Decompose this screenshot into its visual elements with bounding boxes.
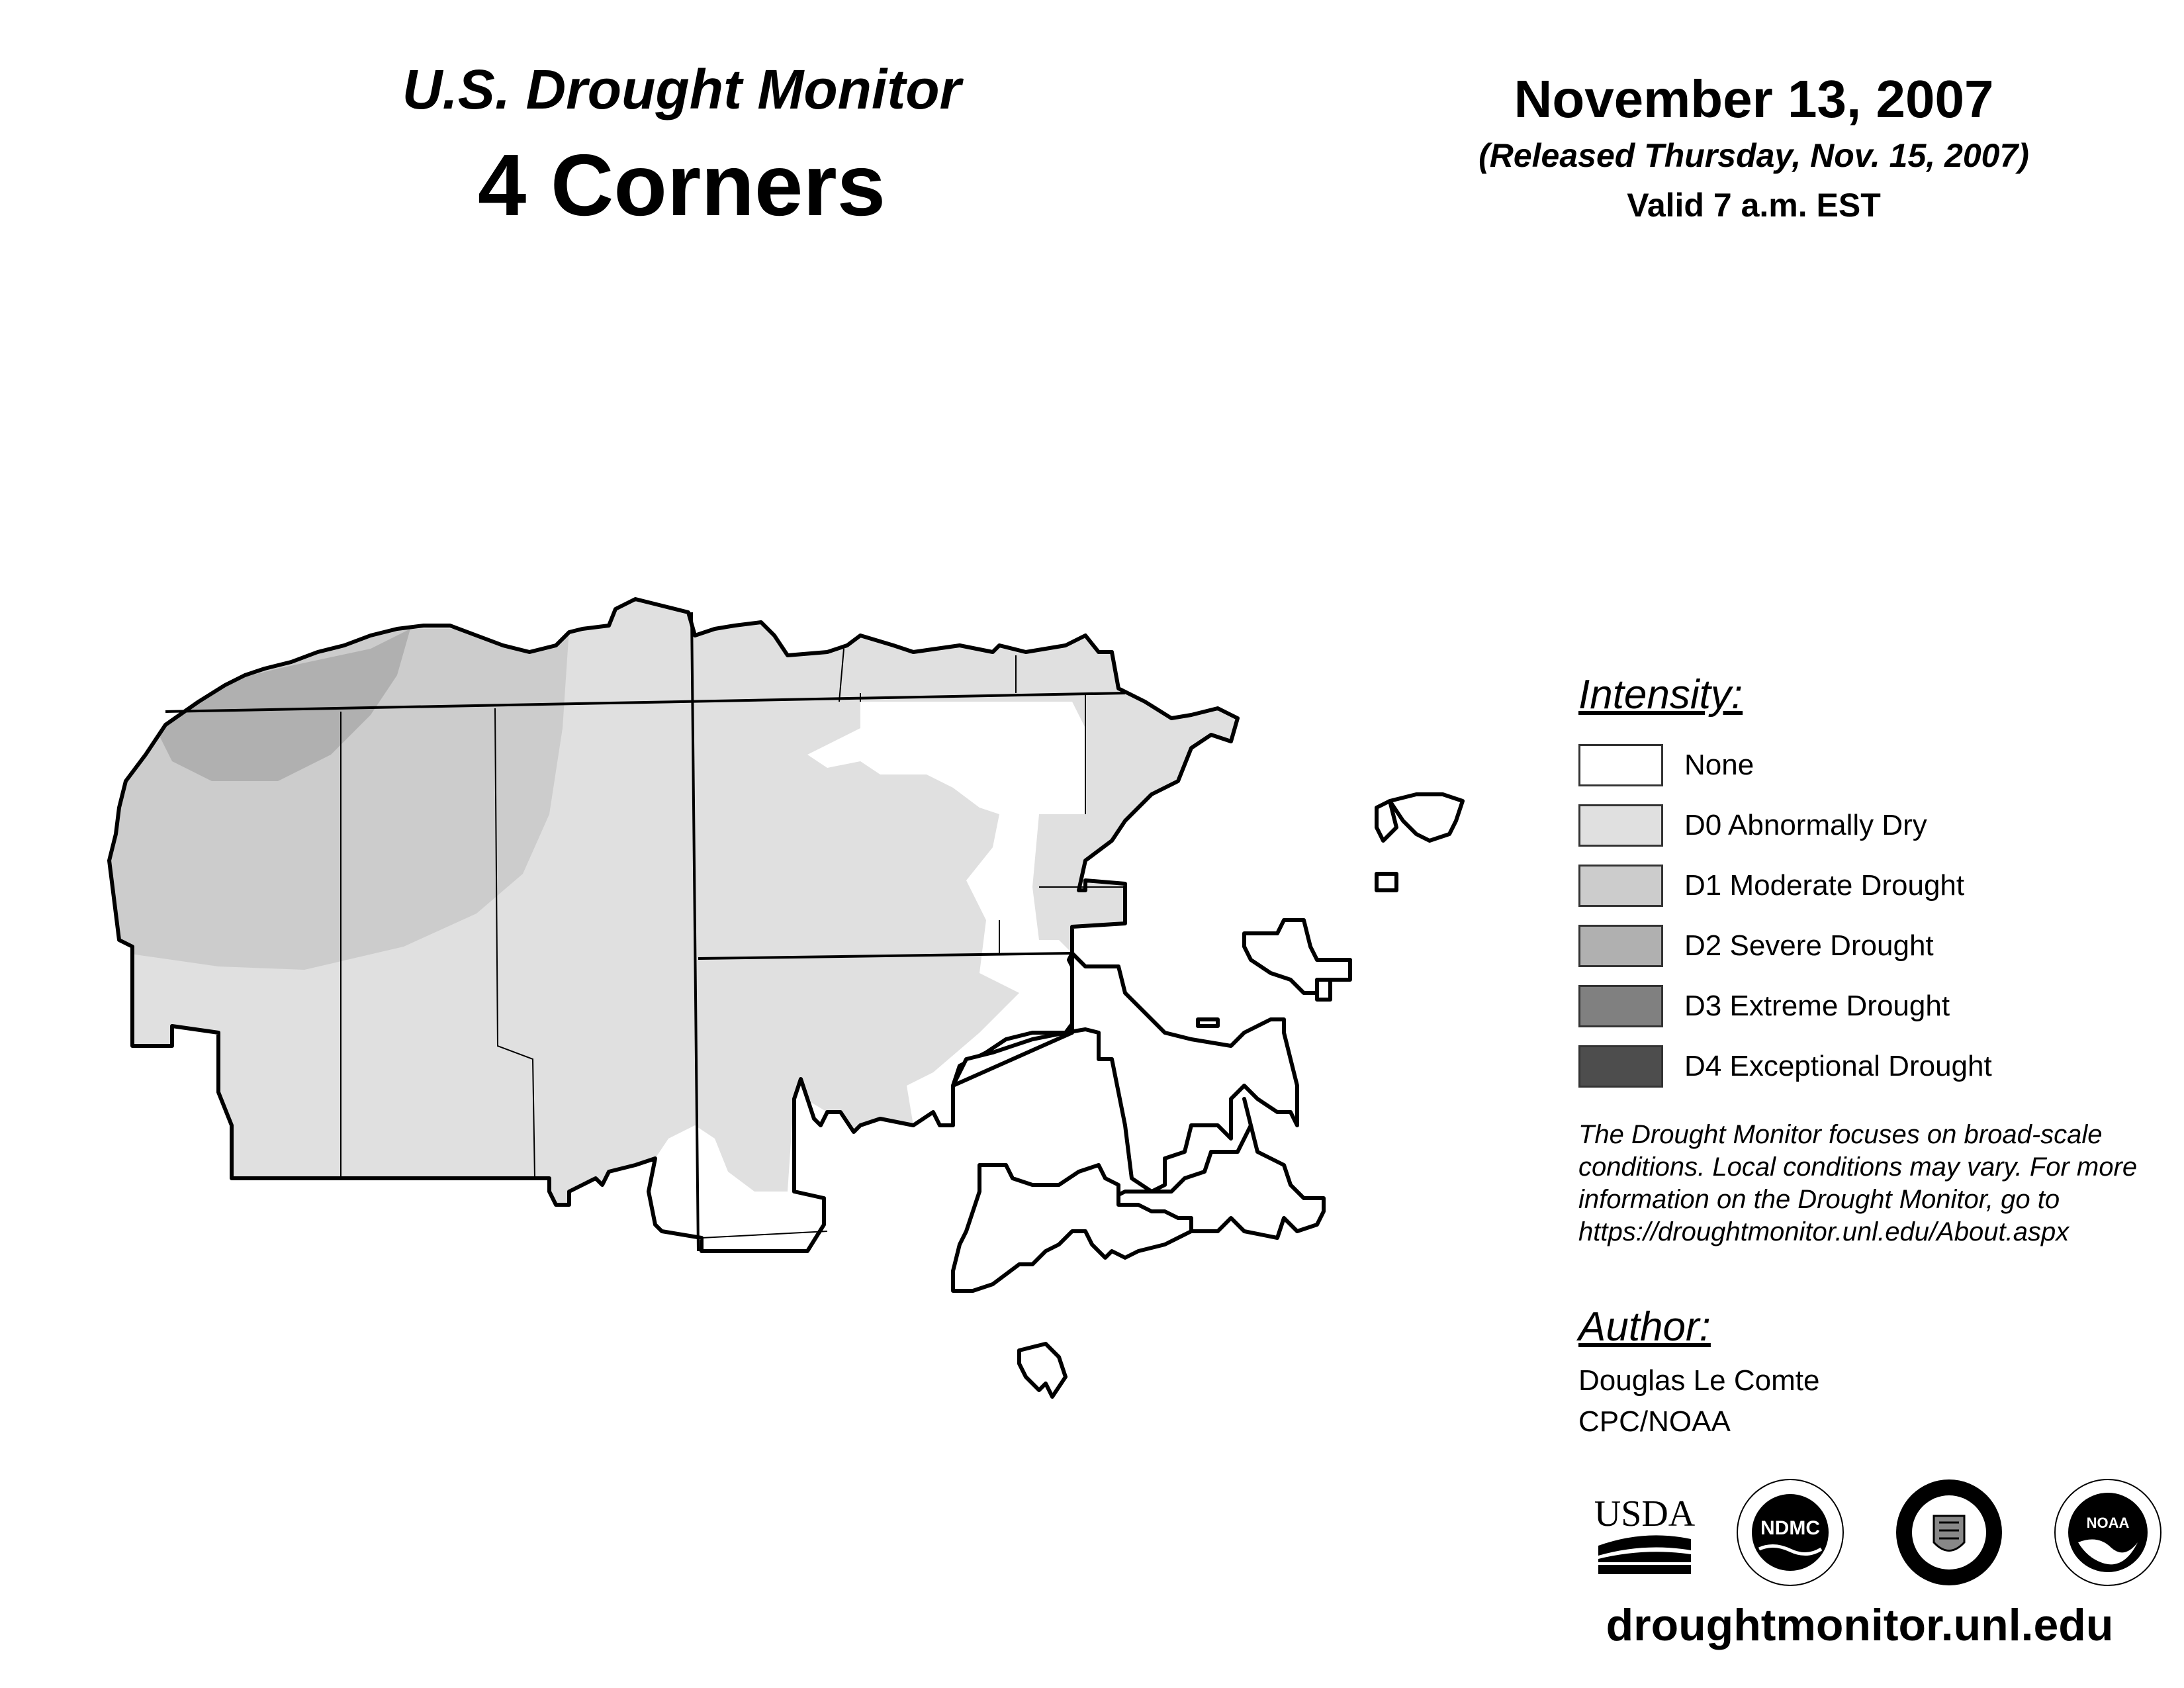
valid-time: Valid 7 a.m. EST (1627, 187, 1881, 224)
ndmc-logo-text: NDMC (1760, 1517, 1820, 1539)
date-block (1423, 66, 2085, 232)
usda-logo-text: USDA (1594, 1493, 1696, 1534)
legend-label: D3 Extreme Drought (1684, 989, 1950, 1022)
legend-label: D4 Exceptional Drought (1684, 1049, 1992, 1082)
author-title: Author: (1578, 1304, 1711, 1350)
legend-title: Intensity: (1578, 672, 1743, 718)
legend-label: None (1684, 748, 1754, 781)
release-date: (Released Thursday, Nov. 15, 2007) (1479, 137, 2029, 174)
legend-swatch (1578, 865, 1663, 907)
legend-item (1578, 795, 2174, 855)
usda-logo (1588, 1476, 1701, 1589)
author-block (1578, 1301, 2108, 1442)
legend-swatch (1578, 925, 1663, 967)
noaa-logo (2052, 1476, 2164, 1589)
legend-item (1578, 735, 2174, 795)
map-title-block (285, 53, 1079, 238)
legend-label: D1 Moderate Drought (1684, 868, 1965, 902)
legend (1578, 669, 2174, 1096)
legend-swatch (1578, 1045, 1663, 1088)
ndmc-logo (1734, 1476, 1846, 1589)
website-link[interactable]: droughtmonitor.unl.edu (1606, 1600, 2114, 1650)
legend-item (1578, 976, 2174, 1036)
author-org: CPC/NOAA (1578, 1405, 1731, 1438)
author-name: Douglas Le Comte (1578, 1364, 1820, 1397)
legend-label: D2 Severe Drought (1684, 929, 1934, 962)
map-date: November 13, 2007 (1514, 70, 1994, 128)
legend-item (1578, 855, 2174, 915)
disclaimer-note: The Drought Monitor focuses on broad-scale conditions. Local conditions may vary. For more information on the Drought Monitor, go to https://droughtmonitor.unl.edu/About.aspx (1578, 1120, 2138, 1246)
legend-swatch (1578, 804, 1663, 847)
region-title: 4 Corners (477, 136, 886, 234)
map-title: U.S. Drought Monitor (402, 58, 962, 120)
legend-swatch (1578, 744, 1663, 786)
legend-item (1578, 1036, 2174, 1096)
svg-text:NOAA: NOAA (2086, 1515, 2130, 1531)
agency-logos (1588, 1476, 2171, 1595)
commerce-seal (1893, 1476, 2005, 1589)
legend-item (1578, 915, 2174, 976)
legend-swatch (1578, 985, 1663, 1027)
legend-label: D0 Abnormally Dry (1684, 808, 1927, 841)
